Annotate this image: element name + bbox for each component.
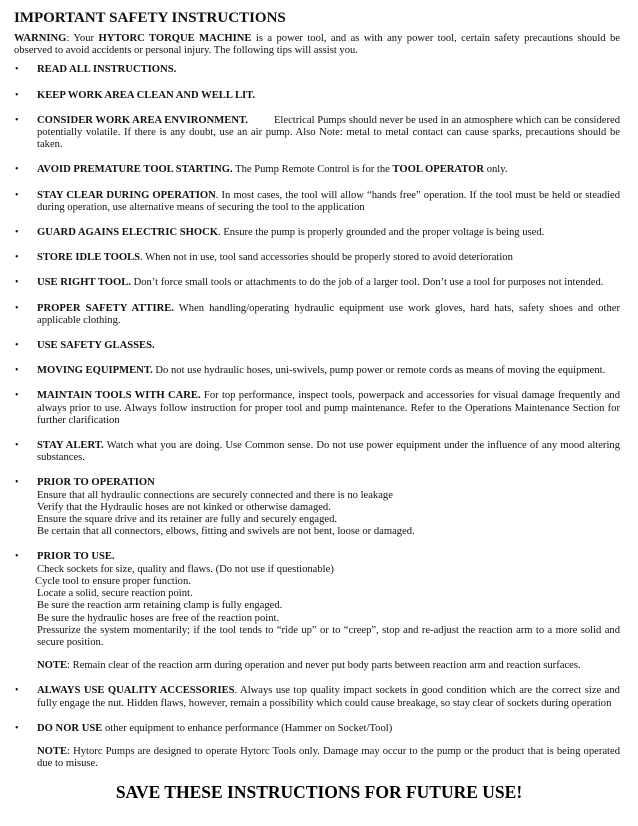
sub-line: Cycle tool to ensure proper function. xyxy=(35,575,191,587)
item-heading: READ ALL INSTRUCTIONS. xyxy=(37,64,177,76)
note-label: NOTE xyxy=(37,660,68,672)
list-item xyxy=(14,340,620,352)
item-text-tail: only. xyxy=(484,164,508,176)
list-item xyxy=(14,440,620,464)
bullet-icon: • xyxy=(15,390,19,402)
item-text: For top performance, inspect tools, powerpack and accessories for visual damage frequently and always prior to use. Always follow instruction for proper tool and pump maintenance. Refer to the Operations Maintenance Section for further clarification xyxy=(37,390,620,426)
note-paragraph xyxy=(37,660,620,672)
bullet-icon: • xyxy=(15,252,19,264)
sub-line: Ensure the square drive and its retainer are fully and securely engaged. xyxy=(37,514,338,526)
sub-line: Be sure the reaction arm retaining clamp is fully engaged. xyxy=(37,600,283,612)
item-text: . Ensure the pump is properly grounded and the proper voltage is being used. xyxy=(218,227,545,239)
bullet-icon: • xyxy=(15,477,19,489)
sub-line: Verify that the Hydraulic hoses are not kinked or otherwise damaged. xyxy=(37,501,331,513)
bullet-icon: • xyxy=(15,302,19,314)
list-item xyxy=(14,365,620,377)
bullet-icon: • xyxy=(15,64,19,76)
sub-line: Be certain that all connectors, elbows, fitting and swivels are not bent, loose or damaged. xyxy=(37,526,415,538)
list-item xyxy=(14,252,620,264)
list-item-do-nor-use xyxy=(14,723,620,771)
note-text: : Hytorc Pumps are designed to operate Hytorc Tools only. Damage may occur to the pump or the product that is being operated due to misuse. xyxy=(37,745,620,770)
footer-banner: SAVE THESE INSTRUCTIONS FOR FUTURE USE! xyxy=(115,782,523,802)
warning-text-pre: : Your xyxy=(66,33,99,44)
item-text: When handling/operating hydraulic equipment use work gloves, hard hats, safety shoes and other applicable clothing. xyxy=(37,302,620,326)
bullet-icon: • xyxy=(15,365,19,377)
item-text: Watch what you are doing. Use Common sense. Do not use power equipment under the influence of any mood altering substances. xyxy=(37,440,620,464)
list-item xyxy=(14,390,620,427)
sub-line: Ensure that all hydraulic connections are securely connected and there is no leakage xyxy=(37,489,393,501)
item-heading: USE SAFETY GLASSES. xyxy=(37,340,155,352)
list-item xyxy=(14,227,620,239)
brand-name: HYTORC TORQUE MACHINE xyxy=(98,33,252,44)
item-heading: USE RIGHT TOOL. xyxy=(37,277,131,289)
list-item xyxy=(14,115,620,152)
item-text: . Always use top quality impact sockets in good condition which are the correct size and fully engage the nut. Hidden flaws, however, remain a possibility which could cause breakage, so stay clear of sockets during operation xyxy=(37,685,620,709)
bullet-icon: • xyxy=(15,89,19,101)
item-heading: PRIOR TO OPERATION xyxy=(37,477,155,489)
note-text: : Remain clear of the reaction arm during operation and never put body parts between reaction arm and reaction surfaces. xyxy=(67,660,581,672)
bullet-icon: • xyxy=(15,340,19,352)
item-text: The Pump Remote Control is for the xyxy=(232,164,393,176)
list-item xyxy=(14,164,620,176)
list-item xyxy=(14,90,620,102)
item-heading: STAY ALERT. xyxy=(37,440,104,452)
item-text: Do not use hydraulic hoses, uni-swivels, pump power or remote cords as means of moving the equipment. xyxy=(152,365,606,377)
list-item xyxy=(14,685,620,709)
item-text: Don’t force small tools or attachments to do the job of a larger tool. Don’t use a tool for purposes not intended. xyxy=(130,277,604,289)
item-heading: MOVING EQUIPMENT. xyxy=(37,365,153,377)
note-paragraph xyxy=(37,746,620,770)
list-item xyxy=(14,303,620,327)
bullet-icon: • xyxy=(15,722,19,734)
sub-line: Check sockets for size, quality and flaws. (Do not use if questionable) xyxy=(37,563,334,575)
list-item xyxy=(14,277,620,289)
sub-line: Be sure the hydraulic hoses are free of the reaction point. xyxy=(37,612,280,624)
item-heading: CONSIDER WORK AREA ENVIRONMENT. xyxy=(37,114,248,126)
item-heading: PROPER SAFETY ATTIRE. xyxy=(37,302,174,314)
item-text: . When not in use, tool sand accessories should be properly stored to avoid deterioration xyxy=(140,252,513,264)
item-heading: MAINTAIN TOOLS WITH CARE. xyxy=(37,390,201,402)
document-title: IMPORTANT SAFETY INSTRUCTIONS xyxy=(14,10,286,26)
bullet-icon: • xyxy=(15,164,19,176)
item-text: Electrical Pumps should never be used in an atmosphere which can be considered potentially volatile. If there is any doubt, use an air pump. Also Note: metal to metal contact can cause sparks, precautions should be taken. xyxy=(37,114,620,151)
item-heading: ALWAYS USE QUALITY ACCESSORIES xyxy=(37,685,235,697)
sub-line: Pressurize the system momentarily; if the tool tends to “ride up” or to “creep”, stop and re-adjust the reaction arm to a more solid and secure position. xyxy=(37,624,620,648)
note-label: NOTE xyxy=(37,745,68,757)
item-heading: KEEP WORK AREA CLEAN AND WELL LIT. xyxy=(37,89,256,101)
list-item xyxy=(14,64,620,76)
item-heading: AVOID PREMATURE TOOL STARTING. xyxy=(37,164,233,176)
warning-paragraph xyxy=(14,33,620,57)
list-item xyxy=(14,190,620,214)
item-heading: GUARD AGAINS ELECTRIC SHOCK xyxy=(37,227,219,239)
warning-label: WARNING xyxy=(14,33,67,44)
item-bold-text: TOOL OPERATOR xyxy=(392,164,485,176)
bullet-icon: • xyxy=(15,277,19,289)
sub-line: Locate a solid, secure reaction point. xyxy=(37,588,193,600)
list-item-prior-use xyxy=(14,551,620,672)
bullet-icon: • xyxy=(15,551,19,563)
item-heading: DO NOR USE xyxy=(37,722,103,734)
bullet-icon: • xyxy=(15,189,19,201)
item-heading: STORE IDLE TOOLS xyxy=(37,252,141,264)
bullet-icon: • xyxy=(15,440,19,452)
item-text: other equipment to enhance performance (Hammer on Socket/Tool) xyxy=(102,722,393,734)
list-item-prior-operation xyxy=(14,477,620,538)
bullet-icon: • xyxy=(15,227,19,239)
bullet-icon: • xyxy=(15,114,19,126)
item-heading: PRIOR TO USE. xyxy=(37,551,115,563)
safety-list xyxy=(14,64,620,770)
item-heading: STAY CLEAR DURING OPERATION xyxy=(37,189,216,201)
warning-text-post: is a power tool, and as with any power tool, certain safety precautions should be observed to avoid accidents or personal injury. The following tips will assist you. xyxy=(14,33,620,57)
item-text: . In most cases, the tool will allow “hands free” operation. If the tool must be held or steadied during operation, use alternative means of securing the tool to the application xyxy=(37,189,620,213)
bullet-icon: • xyxy=(15,685,19,697)
